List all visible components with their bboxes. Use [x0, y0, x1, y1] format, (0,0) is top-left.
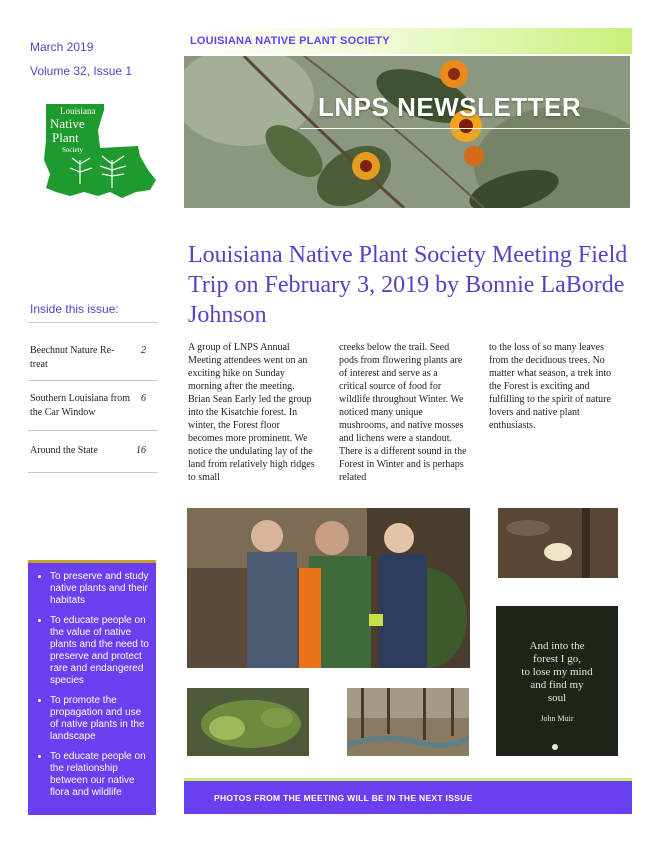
toc-divider	[28, 430, 158, 431]
toc-item[interactable]	[30, 344, 160, 372]
group-hike-photo	[187, 508, 470, 668]
article-column-2: creeks below the trail. Seed pods from flowering plants are of interest and serve as a critical source of food for wildlife throughout Winter. We noticed many unique mushrooms, and native mosses and lichens were a standout. There is a different sound in the Forest in Winter and is perhaps related	[339, 342, 467, 483]
quote-line: And into the	[529, 640, 585, 652]
quote-line: soul	[547, 692, 567, 704]
mushroom-photo	[498, 508, 618, 578]
toc-divider	[28, 322, 158, 323]
flower-photo-icon	[184, 56, 630, 208]
toc-item[interactable]	[30, 392, 160, 420]
article-column-1: A group of LNPS Annual Meeting attendees went on an exciting hike on Sunday morning after the meeting. Brian Sean Early led the group into the Kisatchie forest. In winter, the Forest floor becomes more prominent. We notice the undulating lay of the land from relatively high ridges to small	[188, 342, 315, 483]
article-headline: Louisiana Native Plant Society Meeting Field Trip on February 3, 2019 by Bonnie LaBorde Johnson	[188, 242, 628, 328]
forest-creek-photo	[347, 688, 469, 756]
mission-list	[34, 571, 150, 799]
article-column-3: to the loss of so many leaves from the deciduous trees. No matter what season, a trek into the Forest is exciting and fulfilling to the spirit of nature lovers and native plant enthusiasts.	[489, 342, 612, 431]
hikers-photo-icon	[187, 508, 470, 668]
mission-item: • To educate people on the relationship between our native flora and wildlife	[50, 751, 150, 799]
mission-item: • To promote the propagation and use of native plants in the landscape	[50, 695, 150, 743]
quote-line: forest I go,	[533, 653, 581, 665]
louisiana-map-logo-icon	[40, 100, 160, 210]
mission-item: • To educate people on the value of native plants and the need to preserve and protect rare and endangered species	[50, 615, 150, 687]
toc-item-title: Around the State	[30, 445, 98, 456]
quote-line: and find my	[530, 679, 584, 691]
moss-photo	[187, 688, 309, 756]
mission-item: • To preserve and study native plants and their habitats	[50, 571, 150, 607]
quote-mark-icon	[552, 744, 558, 750]
toc-item-title: Southern Louisiana from the Car Window	[30, 393, 130, 418]
toc-item-page: 6	[141, 393, 146, 404]
quote-line: to lose my mind	[521, 666, 593, 678]
moss-photo-icon	[187, 688, 309, 756]
issue-date: March 2019	[30, 40, 94, 54]
toc-divider	[28, 472, 158, 473]
svg-text:Native: Native	[50, 116, 85, 131]
logo-text: Louisiana	[60, 106, 96, 116]
newsletter-title: LNPS NEWSLETTER	[318, 92, 582, 122]
banner-divider	[300, 128, 630, 129]
issue-volume: Volume 32, Issue 1	[30, 64, 133, 78]
toc-item-title: Beechnut Nature Re-treat	[30, 345, 115, 370]
inside-this-issue-title: Inside this issue:	[30, 302, 119, 316]
svg-text:Plant: Plant	[52, 130, 79, 145]
toc-item-page: 2	[141, 345, 146, 356]
banner-image	[184, 56, 630, 208]
forest-photo-icon	[347, 688, 469, 756]
footer-notice: PHOTOS FROM THE MEETING WILL BE IN THE NEXT ISSUE	[214, 793, 473, 803]
quote-card	[496, 606, 618, 756]
toc-divider	[28, 380, 158, 381]
svg-text:Society: Society	[62, 146, 83, 154]
mushroom-photo-icon	[498, 508, 618, 578]
society-logo	[40, 100, 160, 210]
toc-item-page: 16	[136, 445, 146, 456]
toc-item[interactable]	[30, 444, 160, 458]
org-name: LOUISIANA NATIVE PLANT SOCIETY	[190, 35, 390, 47]
mission-box	[28, 560, 156, 815]
quote-author: John Muir	[540, 714, 574, 723]
